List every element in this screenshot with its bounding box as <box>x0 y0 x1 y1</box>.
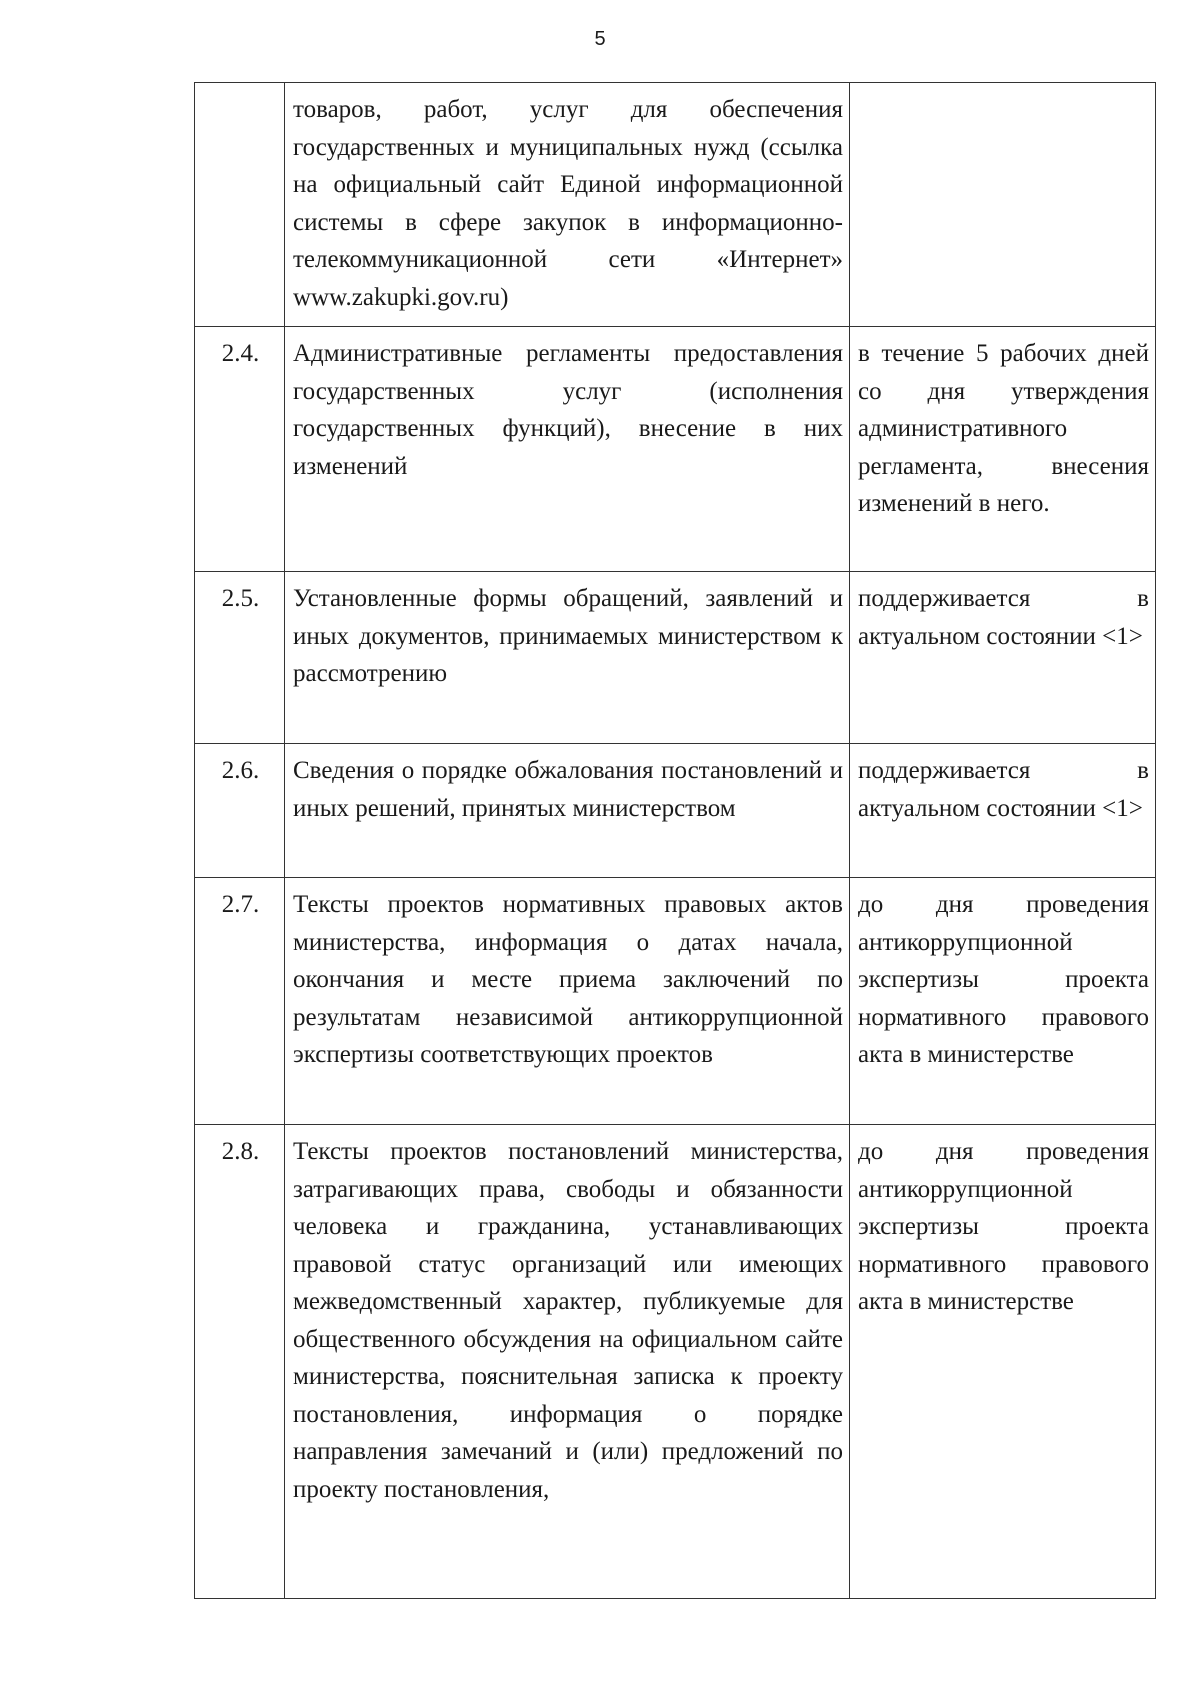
registry-table <box>194 82 1156 1599</box>
row-number: 2.7. <box>195 878 285 1125</box>
row-term: в течение 5 рабочих дней со дня утверждения административного регламента, внесения изменений в него. <box>850 327 1156 572</box>
row-number: 2.4. <box>195 327 285 572</box>
table-row <box>195 327 1156 572</box>
row-description: Тексты проектов постановлений министерства, затрагивающих права, свободы и обязанности человека и гражданина, устанавливающих правовой статус организаций или имеющих межведомственный характер, публикуемые для общественного обсуждения на официальном сайте министерства, пояснительная записка к проекту постановления, информация о порядке направления замечаний и (или) предложений по проекту постановления, <box>285 1125 850 1599</box>
row-number: 2.5. <box>195 572 285 744</box>
table-row <box>195 83 1156 327</box>
row-term <box>850 83 1156 327</box>
row-term: до дня проведения антикоррупционной экспертизы проекта нормативного правового акта в министерстве <box>850 1125 1156 1599</box>
row-description: Установленные формы обращений, заявлений и иных документов, принимаемых министерством к рассмотрению <box>285 572 850 744</box>
row-number: 2.6. <box>195 744 285 878</box>
row-description: Сведения о порядке обжалования постановлений и иных решений, принятых министерством <box>285 744 850 878</box>
table-row <box>195 1125 1156 1599</box>
row-term: поддерживается в актуальном состоянии <1> <box>850 744 1156 878</box>
row-number: 2.8. <box>195 1125 285 1599</box>
page-number: 5 <box>594 28 606 50</box>
row-description: Тексты проектов нормативных правовых актов министерства, информация о датах начала, окончания и месте приема заключений по результатам независимой антикоррупционной экспертизы соответствующих проектов <box>285 878 850 1125</box>
row-number <box>195 83 285 327</box>
row-description: товаров, работ, услуг для обеспечения государственных и муниципальных нужд (ссылка на официальный сайт Единой информационной системы в сфере закупок в информационно-телекоммуникационной сети «Интернет» www.zakupki.gov.ru) <box>285 83 850 327</box>
row-description: Административные регламенты предоставления государственных услуг (исполнения государственных функций), внесение в них изменений <box>285 327 850 572</box>
row-term: поддерживается в актуальном состоянии <1> <box>850 572 1156 744</box>
row-term: до дня проведения антикоррупционной экспертизы проекта нормативного правового акта в министерстве <box>850 878 1156 1125</box>
table-row <box>195 878 1156 1125</box>
table-row <box>195 572 1156 744</box>
table-row <box>195 744 1156 878</box>
